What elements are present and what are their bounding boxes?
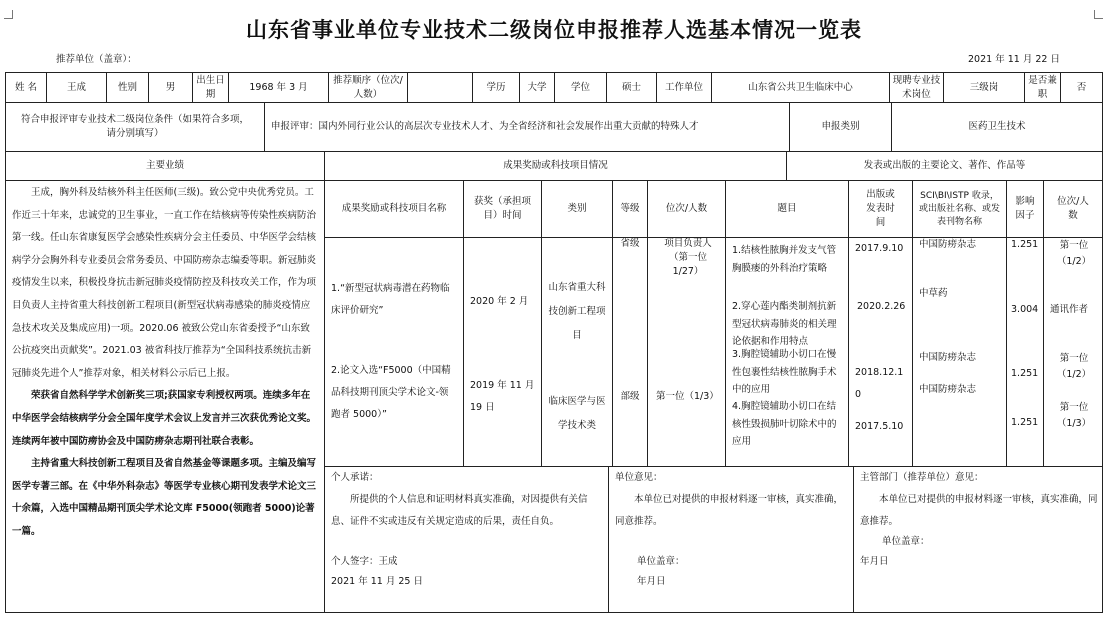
birth-value: 1968 年 3 月 — [228, 72, 329, 103]
award-name-2: 2.论文入选“F5000（中国精品科技期刊顶尖学术论文-领跑者 5000）” — [331, 365, 451, 420]
award-rank-1: 项目负责人（第一位 1/27） — [664, 238, 712, 277]
paper-impact-3: 1.251 — [1011, 368, 1039, 379]
name-label: 姓 名 — [5, 72, 47, 103]
award-time-2: 2019 年 11 月 19 日 — [470, 380, 535, 413]
promise-label: 个人承诺： — [331, 472, 379, 483]
promise-signature: 个人签字：王成 — [331, 556, 398, 567]
paper-rank-3: 第一位（1/2） — [1056, 353, 1092, 380]
dept-opinion-date: 年月日 — [860, 556, 889, 567]
paper-journal-4: 中国防痨杂志 — [919, 384, 977, 395]
paper-journal-1: 中国防痨杂志 — [919, 239, 977, 250]
paper-impacts-cell — [1006, 237, 1044, 467]
award-level-2: 部级 — [620, 391, 640, 402]
award-type-1: 山东省重大科技创新工程项目 — [548, 282, 606, 341]
paper-header-journal: SCI\BI\ISTP 收录，或出版社名称、或发表刊物名称 — [912, 180, 1007, 238]
category-value: 医药卫生技术 — [891, 102, 1103, 152]
award-header-level: 等级 — [612, 180, 648, 238]
work-label: 工作单位 — [656, 72, 712, 103]
post-value: 三级岗 — [943, 72, 1025, 103]
award-types-cell — [541, 237, 613, 467]
award-ranks-cell — [647, 237, 726, 467]
paper-journals-cell — [912, 237, 1007, 467]
paper-time-2: 2020.2.26 — [857, 301, 906, 312]
unit-opinion-label: 单位意见： — [615, 472, 663, 483]
paper-impact-1: 1.251 — [1011, 239, 1039, 250]
paper-title-3: 3.胸腔镜辅助小切口在慢性包裹性结核性脓胸手术中的应用 — [732, 349, 837, 395]
paper-time-4: 2017.5.10 — [855, 421, 904, 432]
paper-impact-2: 3.004 — [1011, 304, 1039, 315]
degree-label: 学位 — [554, 72, 607, 103]
paper-titles-cell — [725, 237, 849, 467]
main-achievements-text — [5, 180, 325, 613]
award-header-rank: 位次/人数 — [647, 180, 726, 238]
conditions-label: 符合申报评审专业技术二级岗位条件（如果符合多项，请分别填写） — [5, 102, 265, 152]
bio-paragraph: 主持省重大科技创新工程项目及省自然基金等课题多项。主编及编写医学专著三部。在《中华外科杂志》等医学专业核心期刊发表学术论文三十余篇，入选中国精品期刊顶尖学术论文库 F5000(领跑者 5000)论著一篇。 — [12, 458, 317, 537]
edu-label: 学历 — [472, 72, 520, 103]
paper-header-title: 题目 — [725, 180, 849, 238]
name-value: 王成 — [46, 72, 107, 103]
section-main-achievements: 主要业绩 — [5, 151, 325, 181]
edu-value: 大学 — [519, 72, 555, 103]
concurrent-value: 否 — [1060, 72, 1103, 103]
order-label: 推荐顺序（位次/人数） — [328, 72, 408, 103]
bio-paragraph: 王成，胸外科及结核外科主任医师(三级)。致公党中央优秀党员。工作近三十年来，忠诚党的卫生事业，一直工作在结核病等传染性疾病防治第一线。任山东省康复医学会感染性疾病分会主任委员、中华医学会结核病学分会胸外科专业委员会常务委员、中国防痨杂志编委等职。新冠肺炎疫情发生以来，积极投身抗击新冠肺炎疫情防控及科技攻关工作，作为项目负责人主持省重大科技创新工程项目(新型冠状病毒感染的肺炎疫情应急技术攻关及集成应用)一项。2020.06 被致公党山东省委授予“山东致公抗疫突出贡献奖”。2021.03 被省科技厅推荐为“全国科技系统抗击新冠肺炎先进个人”推荐对象，相关材料公示后已上报。 — [12, 187, 317, 379]
post-label: 现聘专业技术岗位 — [889, 72, 944, 103]
unit-opinion-seal: 单位盖章： — [637, 556, 685, 567]
document-title: 山东省事业单位专业技术二级岗位申报推荐人选基本情况一览表 — [246, 17, 862, 42]
paper-header-rank: 位次/人数 — [1043, 180, 1103, 238]
award-time-1: 2020 年 2 月 — [470, 296, 529, 307]
paper-title-4: 4.胸腔镜辅助小切口在结核性毁损肺叶切除术中的应用 — [732, 401, 837, 447]
award-names-cell — [324, 237, 464, 467]
paper-journal-3: 中国防痨杂志 — [919, 352, 977, 363]
promise-date: 2021 年 11 月 25 日 — [331, 576, 423, 587]
work-value: 山东省公共卫生临床中心 — [711, 72, 890, 103]
category-label: 申报类别 — [789, 102, 892, 152]
paper-header-impact: 影响因子 — [1006, 180, 1044, 238]
unit-opinion-cell — [608, 466, 854, 613]
unit-opinion-text: 本单位已对提供的申报材料逐一审核，真实准确，同意推荐。 — [615, 494, 844, 527]
paper-times-cell — [848, 237, 913, 467]
gender-value: 男 — [148, 72, 193, 103]
paper-time-3: 2018.12.10 — [855, 367, 904, 400]
personal-promise-cell — [324, 466, 609, 613]
dept-opinion-label: 主管部门（推荐单位）意见： — [860, 472, 984, 483]
recommend-unit-label: 推荐单位（盖章）： — [56, 54, 137, 65]
award-times-cell — [463, 237, 542, 467]
paper-journal-2: 中草药 — [919, 288, 948, 299]
award-level-1: 省级 — [620, 238, 640, 249]
paper-ranks-cell — [1043, 237, 1103, 467]
paper-rank-1: 第一位（1/2） — [1056, 240, 1092, 267]
gender-label: 性别 — [106, 72, 149, 103]
award-header-time: 获奖（承担项目）时间 — [463, 180, 542, 238]
section-papers: 发表或出版的主要论文、著作、作品等 — [786, 151, 1103, 181]
award-levels-cell — [612, 237, 648, 467]
paper-title-2: 2.穿心莲内酯类制剂抗新型冠状病毒肺炎的相关理论依据和作用特点 — [732, 301, 837, 347]
award-header-type: 类别 — [541, 180, 613, 238]
concurrent-label: 是否兼职 — [1024, 72, 1061, 103]
paper-title-1: 1.结核性脓胸并发支气管胸膜瘘的外科治疗策略 — [732, 245, 837, 274]
review-text: 申报评审：国内外同行业公认的高层次专业技术人才、为全省经济和社会发展作出重大贡献的特殊人才 — [264, 102, 790, 152]
award-name-1: 1.“新型冠状病毒潜在药物临床评价研究” — [331, 283, 450, 316]
promise-text: 所提供的个人信息和证明材料真实准确，对因提供有关信息、证件不实或违反有关规定造成的后果，责任自负。 — [331, 494, 588, 527]
paper-header-time: 出版或发表时间 — [848, 180, 913, 238]
birth-label: 出生日期 — [192, 72, 229, 103]
dept-opinion-seal: 单位盖章： — [882, 536, 930, 547]
paper-impact-4: 1.251 — [1011, 417, 1039, 428]
award-type-2: 临床医学与医学技术类 — [548, 396, 606, 431]
bio-paragraph: 荣获省自然科学学术创新奖三项;获国家专利授权两项。连续多年在中华医学会结核病学分会全国年度学术会议上发言并三次获优秀论文奖。连续两年被中国防痨协会及中国防痨杂志期刊社联合表彰。 — [12, 390, 317, 447]
paper-rank-4: 第一位（1/3） — [1056, 402, 1092, 429]
paper-rank-2: 通讯作者 — [1050, 304, 1089, 315]
order-value — [407, 72, 473, 103]
dept-opinion-cell — [853, 466, 1103, 613]
section-awards: 成果奖励或科技项目情况 — [324, 151, 787, 181]
degree-value: 硕士 — [606, 72, 657, 103]
award-rank-2: 第一位（1/3） — [656, 391, 719, 402]
document-date: 2021 年 11 月 22 日 — [968, 54, 1060, 65]
unit-opinion-date: 年月日 — [637, 576, 666, 587]
paper-time-1: 2017.9.10 — [855, 243, 904, 254]
dept-opinion-text: 本单位已对提供的申报材料逐一审核，真实准确，同意推荐。 — [860, 494, 1098, 527]
award-header-name: 成果奖励或科技项目名称 — [324, 180, 464, 238]
